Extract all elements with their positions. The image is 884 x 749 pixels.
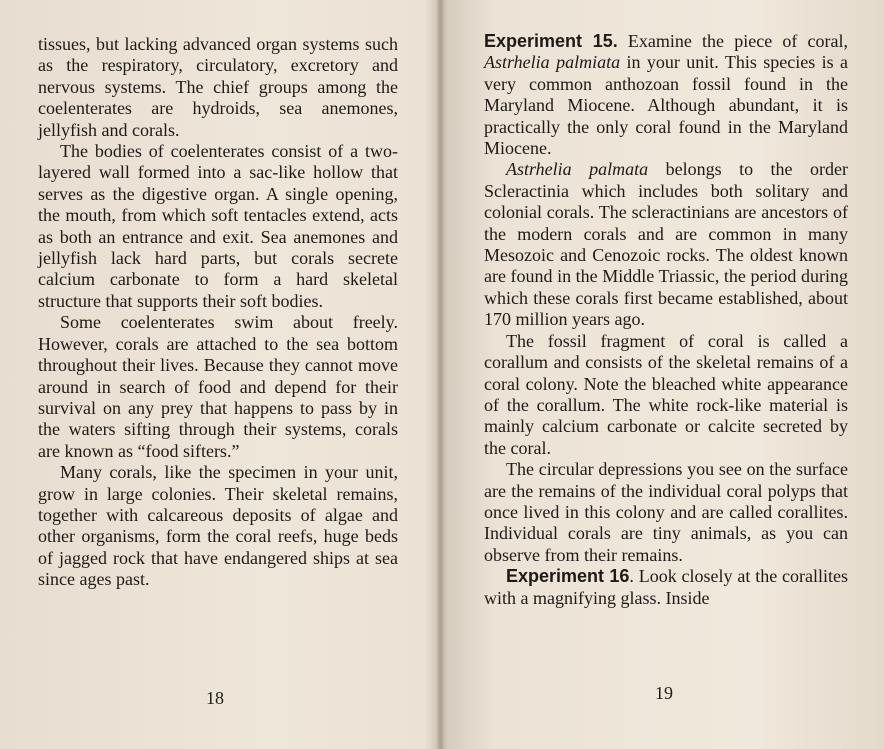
paragraph (484, 159, 848, 330)
page-number: 18 (206, 688, 224, 708)
paragraph-text: belongs to the order Scleractinia which includes both solitary and colonial corals. The scleractinians are ancestors of the modern corals and are common in many Mesozoic and Cenozoic rocks. The oldest known are found in the Middle Triassic, the period during which these corals first became established, about 170 million years ago. (484, 159, 848, 330)
paragraph-text: in your unit. This species is a very common anthozoan fossil found in the Maryland Miocene. Although abundant, it is practically the only coral found in the Maryland Miocene. (484, 52, 848, 159)
experiment-15-paragraph (484, 31, 848, 159)
experiment-heading: Experiment 16 (506, 566, 630, 587)
page-number: 19 (655, 683, 673, 703)
species-name: Astrhelia palmata (506, 159, 649, 180)
right-page (444, 0, 884, 749)
species-name: Astrhelia palmiata (484, 52, 621, 73)
left-page (0, 0, 440, 749)
paragraph-text: . Look closely at the corallites with a magnifying glass. Inside (484, 566, 848, 608)
paragraph: The circular depressions you see on the surface are the remains of the individual coral polyps that once lived in this colony and are called corallites. Individual corals are tiny animals, as you can observe from their remains. (484, 459, 848, 565)
experiment-16-paragraph (484, 566, 848, 609)
right-page-text (484, 31, 848, 609)
left-page-text (38, 34, 398, 591)
experiment-heading: Experiment 15. (484, 31, 618, 51)
paragraph: The fossil fragment of coral is called a corallum and consists of the skeletal remains of a coral colony. Note the bleached white appearance of the corallum. The white rock-like material is mainly calcium carbonate or calcite secreted by the coral. (484, 330, 848, 458)
paragraph: tissues, but lacking advanced organ systems such as the respiratory, circulatory, excretory and nervous systems. The chief groups among the coelenterates are hydroids, sea anemones, jellyfish and corals. (38, 34, 398, 140)
paragraph-text: Examine the piece of coral, (617, 31, 848, 51)
paragraph: Some coelenterates swim about freely. However, corals are attached to the sea bottom throughout their lives. Because they cannot move around in search of food and depend for their survival on any prey that happens to pass by in the waters sifting through their systems, corals are known as “food sifters.” (38, 312, 398, 461)
paragraph: The bodies of coelenterates consist of a two-layered wall formed into a sac-like hollow that serves as the digestive organ. A single opening, the mouth, from which soft tentacles extend, acts as both an entrance and exit. Sea anemones and jellyfish lack hard parts, but corals secrete calcium carbonate to form a hard skeletal structure that supports their soft bodies. (38, 141, 398, 311)
paragraph: Many corals, like the specimen in your unit, grow in large colonies. Their skeletal remains, together with calcareous deposits of algae and other organisms, form the coral reefs, huge beds of jagged rock that have endangered ships at sea since ages past. (38, 462, 398, 590)
